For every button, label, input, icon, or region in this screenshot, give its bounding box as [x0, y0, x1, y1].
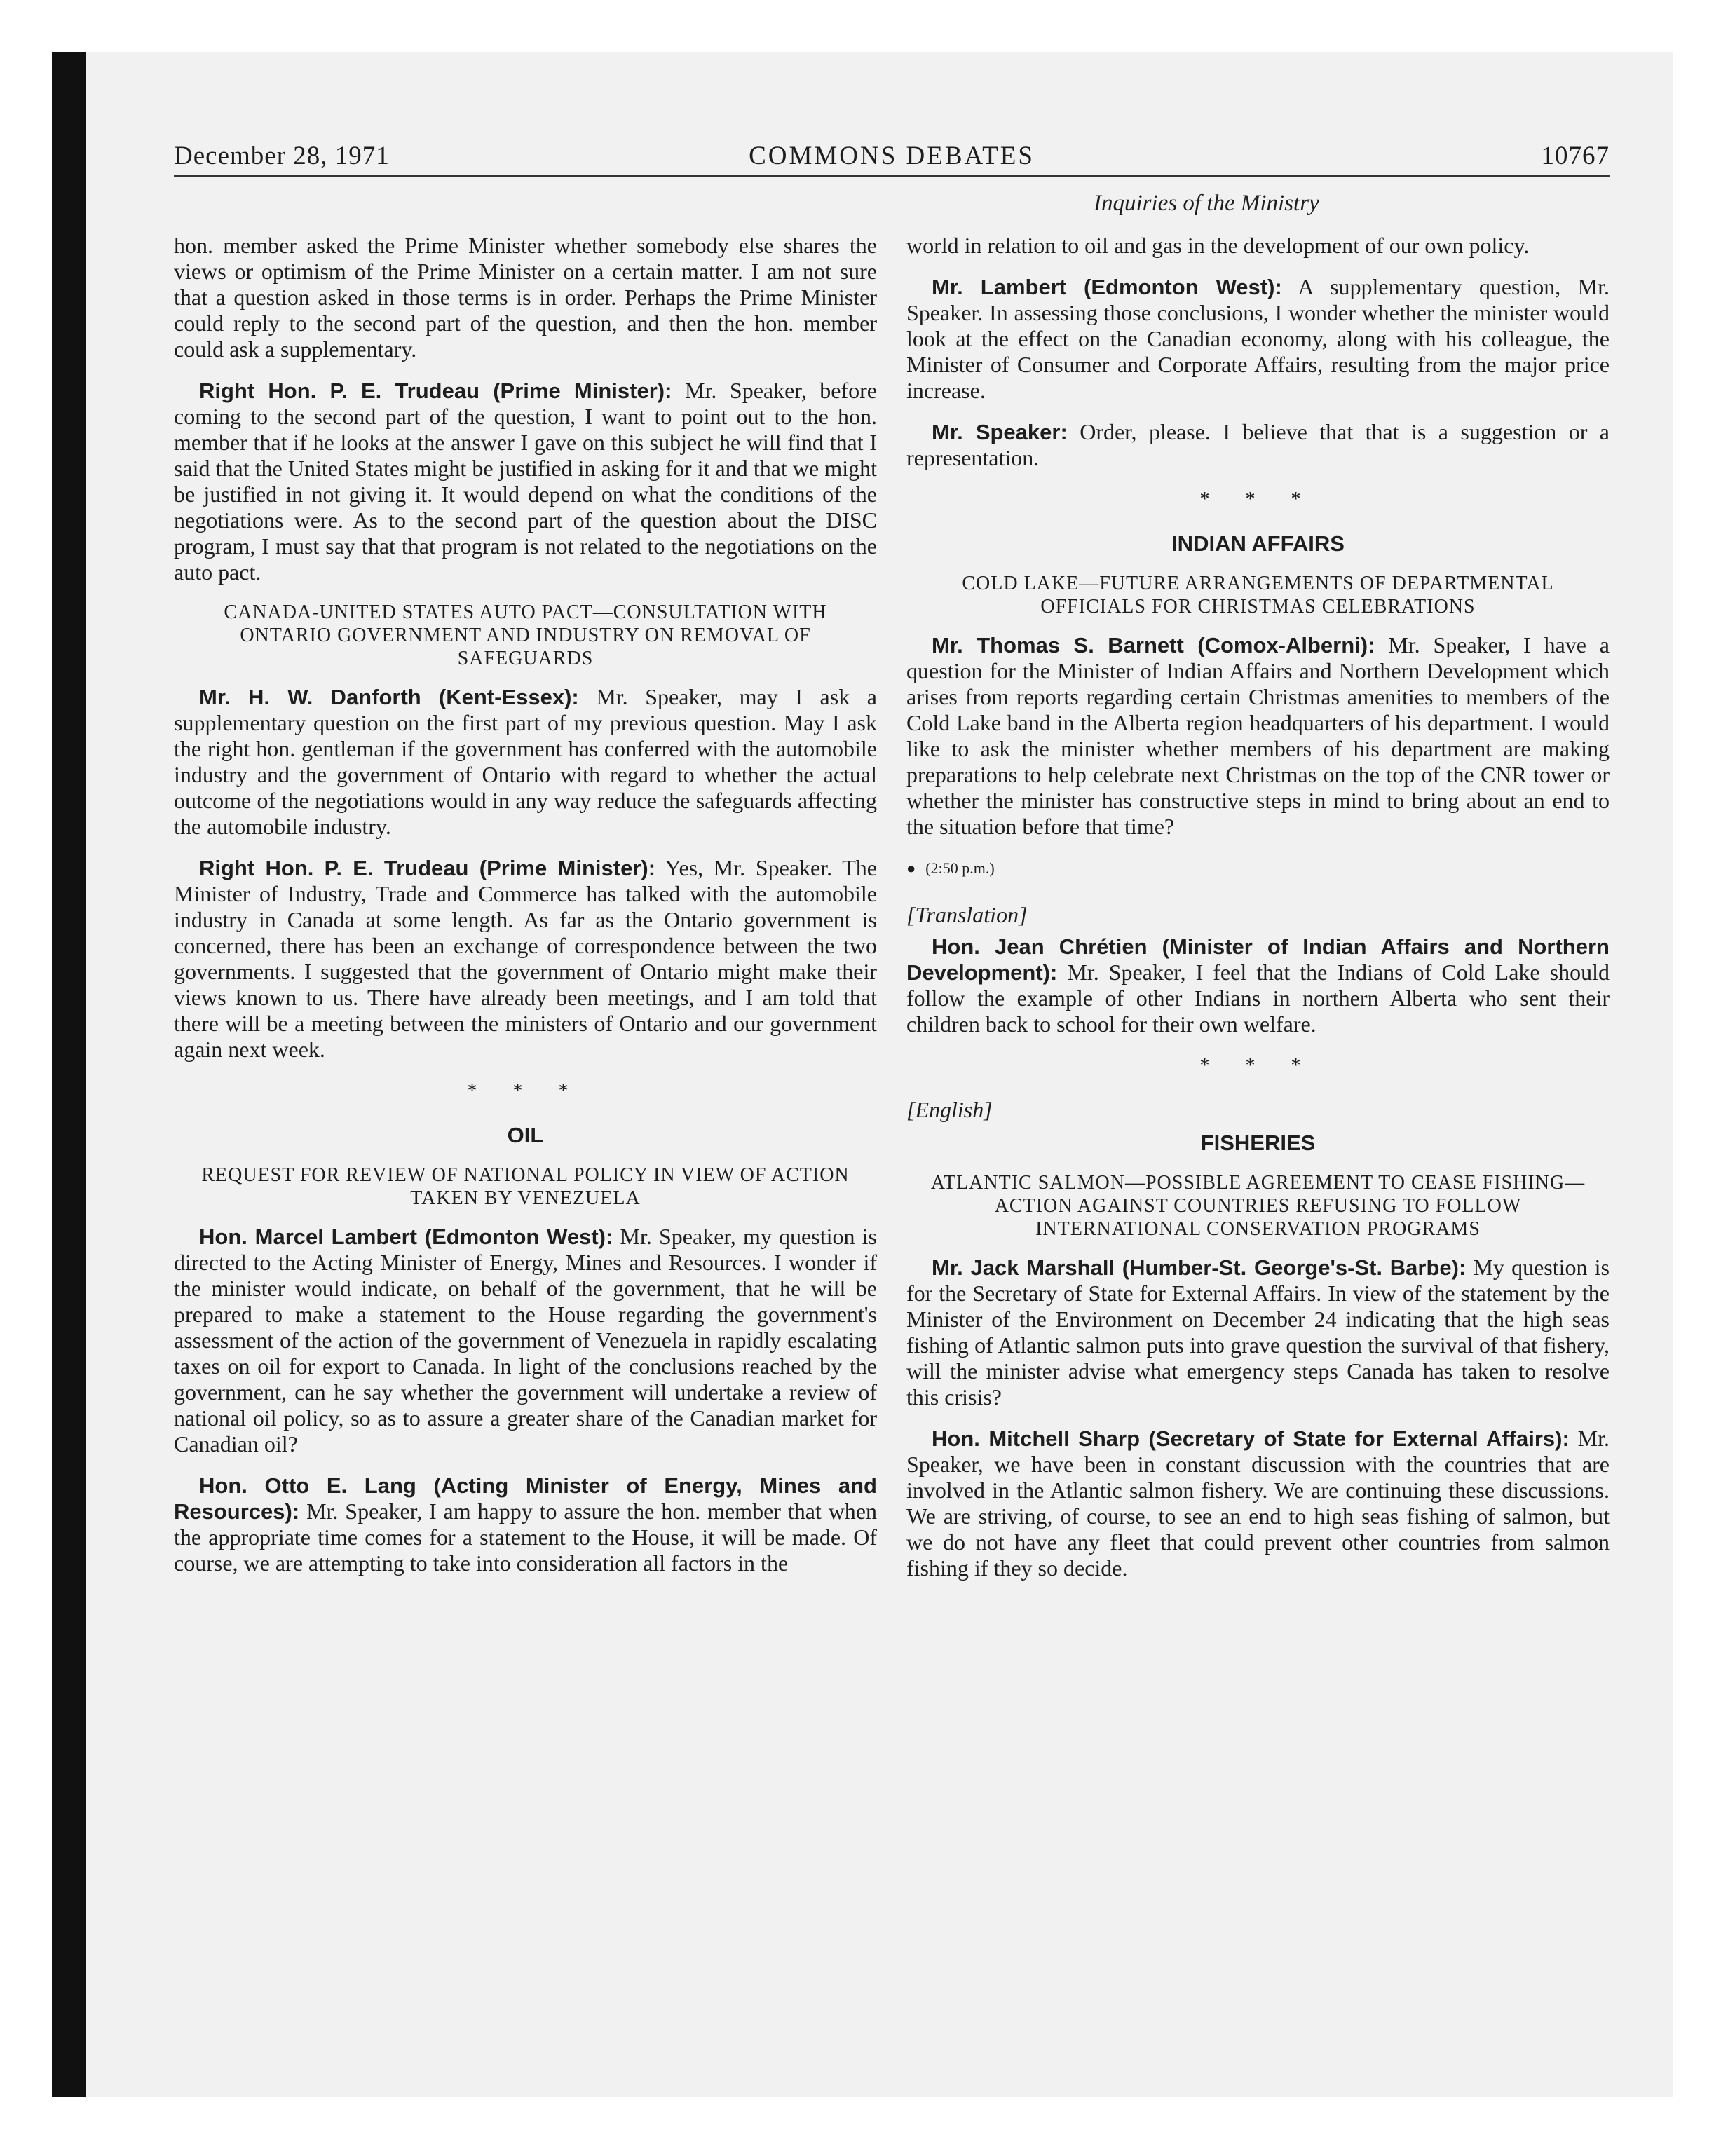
speech-paragraph — [906, 1255, 1610, 1410]
speech-text: Mr. Speaker, I have a question for the Minister of Indian Affairs and Northern Development which arises from reports regarding certain Christmas amenities to members of the Cold Lake band in the Alberta region headquarters of his department. I would like to ask the minister whether members of his department are making preparations to help celebrate next Christmas on the top of the CNR tower or whether the minister has constructive steps in mind to bring about an end to the situation before that time? — [906, 632, 1610, 839]
section-title: OIL — [507, 1123, 544, 1147]
running-head: Inquiries of the Ministry — [1094, 191, 1319, 216]
speech-text: Order, please. I believe that that is a suggestion or a representation. — [906, 419, 1610, 470]
left-column — [174, 233, 877, 1592]
speaker-name: Right Hon. P. E. Trudeau (Prime Minister): — [199, 856, 656, 880]
right-column — [906, 233, 1610, 1597]
speech-paragraph — [906, 274, 1610, 404]
speech-text: Mr. Speaker, we have been in constant discussion with the countries that are involved in the Atlantic salmon fishery. We are continuing these discussions. We are striving, of course, to see an end to high seas fishing of salmon, but we do not have any fleet that could prevent other countries from salmon fishing if they so decide. — [906, 1426, 1610, 1581]
language-tag: [English] — [906, 1097, 993, 1122]
section-title: INDIAN AFFAIRS — [1171, 531, 1345, 556]
speaker-name: Mr. Speaker: — [932, 420, 1068, 444]
section-separator: * * * — [467, 1080, 584, 1102]
speech-text: A supplementary question, Mr. Speaker. In assessing those conclusions, I wonder whether the minister would look at the effect on the Canadian economy, along with his colleague, the Minister of Consumer and Corporate Affairs, resulting from the major price increase. — [906, 274, 1610, 403]
header-page-number: 10767 — [1541, 142, 1610, 170]
subheading: REQUEST FOR REVIEW OF NATIONAL POLICY IN VIEW OF ACTION TAKEN BY VENEZUELA — [201, 1164, 850, 1209]
paragraph: hon. member asked the Prime Minister whether somebody else shares the views or optimism of the Prime Minister on a certain matter. I am not sure that a question asked in those terms is in order. Perhaps the Prime Minister could reply to the second part of the question, and then the hon. member could ask a supplementary. — [174, 233, 877, 362]
header-date: December 28, 1971 — [174, 142, 390, 170]
speaker-name: Mr. Lambert (Edmonton West): — [932, 275, 1282, 299]
speech-paragraph — [906, 632, 1610, 840]
speech-paragraph — [174, 684, 877, 840]
scan-border — [52, 52, 86, 2097]
speech-paragraph — [906, 934, 1610, 1037]
speaker-name: Hon. Mitchell Sharp (Secretary of State for External Affairs): — [932, 1426, 1570, 1451]
subheading: COLD LAKE—FUTURE ARRANGEMENTS OF DEPARTMENTAL OFFICIALS FOR CHRISTMAS CELEBRATIONS — [962, 573, 1554, 618]
subheading: ATLANTIC SALMON—POSSIBLE AGREEMENT TO CEASE FISHING—ACTION AGAINST COUNTRIES REFUSING TO FOLLOW INTERNATIONAL CONSERVATION PROGRAMS — [930, 1172, 1586, 1240]
speech-paragraph — [174, 1224, 877, 1457]
section-title: FISHERIES — [1200, 1131, 1316, 1155]
time-marker — [906, 855, 1610, 881]
language-tag: [Translation] — [906, 902, 1028, 927]
page-header — [174, 139, 1610, 177]
speech-paragraph — [906, 1426, 1610, 1581]
speech-paragraph — [174, 1473, 877, 1576]
subheading: CANADA-UNITED STATES AUTO PACT—CONSULTATION WITH ONTARIO GOVERNMENT AND INDUSTRY ON REMOVAL OF SAFEGUARDS — [224, 601, 827, 669]
speaker-name: Mr. H. W. Danforth (Kent-Essex): — [199, 685, 579, 709]
speaker-name: Mr. Thomas S. Barnett (Comox-Alberni): — [932, 633, 1375, 657]
time-text: (2:50 p.m.) — [925, 859, 995, 877]
speech-text: Mr. Speaker, I feel that the Indians of Cold Lake should follow the example of other Indians in northern Alberta who sent their children back to school for their own welfare. — [906, 960, 1610, 1037]
speech-text: Yes, Mr. Speaker. The Minister of Industry, Trade and Commerce has talked with the automobile industry in Canada at some length. As far as the Ontario government is concerned, there has been an exchange of correspondence between the two governments. I suggested that the government of Ontario might make their views known to us. There have already been meetings, and I am told that there will be a meeting between the ministers of Ontario and our government again next week. — [174, 855, 878, 1062]
speaker-name: Right Hon. P. E. Trudeau (Prime Minister): — [199, 378, 672, 403]
section-separator: * * * — [1199, 489, 1316, 510]
speaker-name: Hon. Marcel Lambert (Edmonton West): — [199, 1224, 613, 1249]
speech-text: My question is for the Secretary of State for External Affairs. In view of the statement by the Minister of the Environment on December 24 indicating that the high seas fishing of Atlantic salmon puts into grave question the survival of that fishery, will the minister advise what emergency steps Canada has taken to resolve this crisis? — [906, 1255, 1610, 1410]
speech-paragraph — [174, 855, 877, 1063]
speech-text: Mr. Speaker, may I ask a supplementary question on the first part of my previous question. May I ask the right hon. gentleman if the government has conferred with the automobile industry and the government of Ontario with regard to whether the actual outcome of the negotiations would in any way reduce the safeguards affecting the automobile industry. — [174, 684, 878, 839]
section-separator: * * * — [1199, 1055, 1316, 1077]
bullet-icon: ● — [906, 859, 916, 877]
speech-text: Mr. Speaker, before coming to the second part of the question, I want to point out to the hon. member that if he looks at the answer I gave on this subject he will find that I said that the United States might be justified in asking for it and that we might be justified in not giving it. It would depend on what the conditions of the negotiations were. As to the second part of the question about the DISC program, I must say that that program is not related to the negotiations on the auto pact. — [174, 378, 878, 585]
header-publication: COMMONS DEBATES — [749, 142, 1035, 170]
speaker-name: Mr. Jack Marshall (Humber-St. George's-St. Barbe): — [932, 1255, 1467, 1280]
speaker-name: Hon. Jean Chrétien (Minister of Indian Affairs and Northern Development): — [906, 934, 1610, 985]
paragraph: world in relation to oil and gas in the development of our own policy. — [906, 233, 1530, 258]
speech-paragraph — [906, 419, 1610, 471]
speech-text: Mr. Speaker, my question is directed to the Acting Minister of Energy, Mines and Resources. I wonder if the minister would indicate, on behalf of the government, that he will be prepared to make a statement to the House regarding the government's assessment of the action of the government of Venezuela in rapidly escalating taxes on oil for export to Canada. In light of the conclusions reached by the government, can he say whether the government will undertake a review of national oil policy, so as to assure a greater share of the Canadian market for Canadian oil? — [174, 1224, 877, 1456]
speaker-name: Hon. Otto E. Lang (Acting Minister of Energy, Mines and Resources): — [174, 1473, 877, 1524]
speech-paragraph — [174, 378, 877, 585]
speech-text: Mr. Speaker, I am happy to assure the hon. member that when the appropriate time comes for a statement to the House, it will be made. Of course, we are attempting to take into consideration all factors in the — [174, 1499, 877, 1576]
